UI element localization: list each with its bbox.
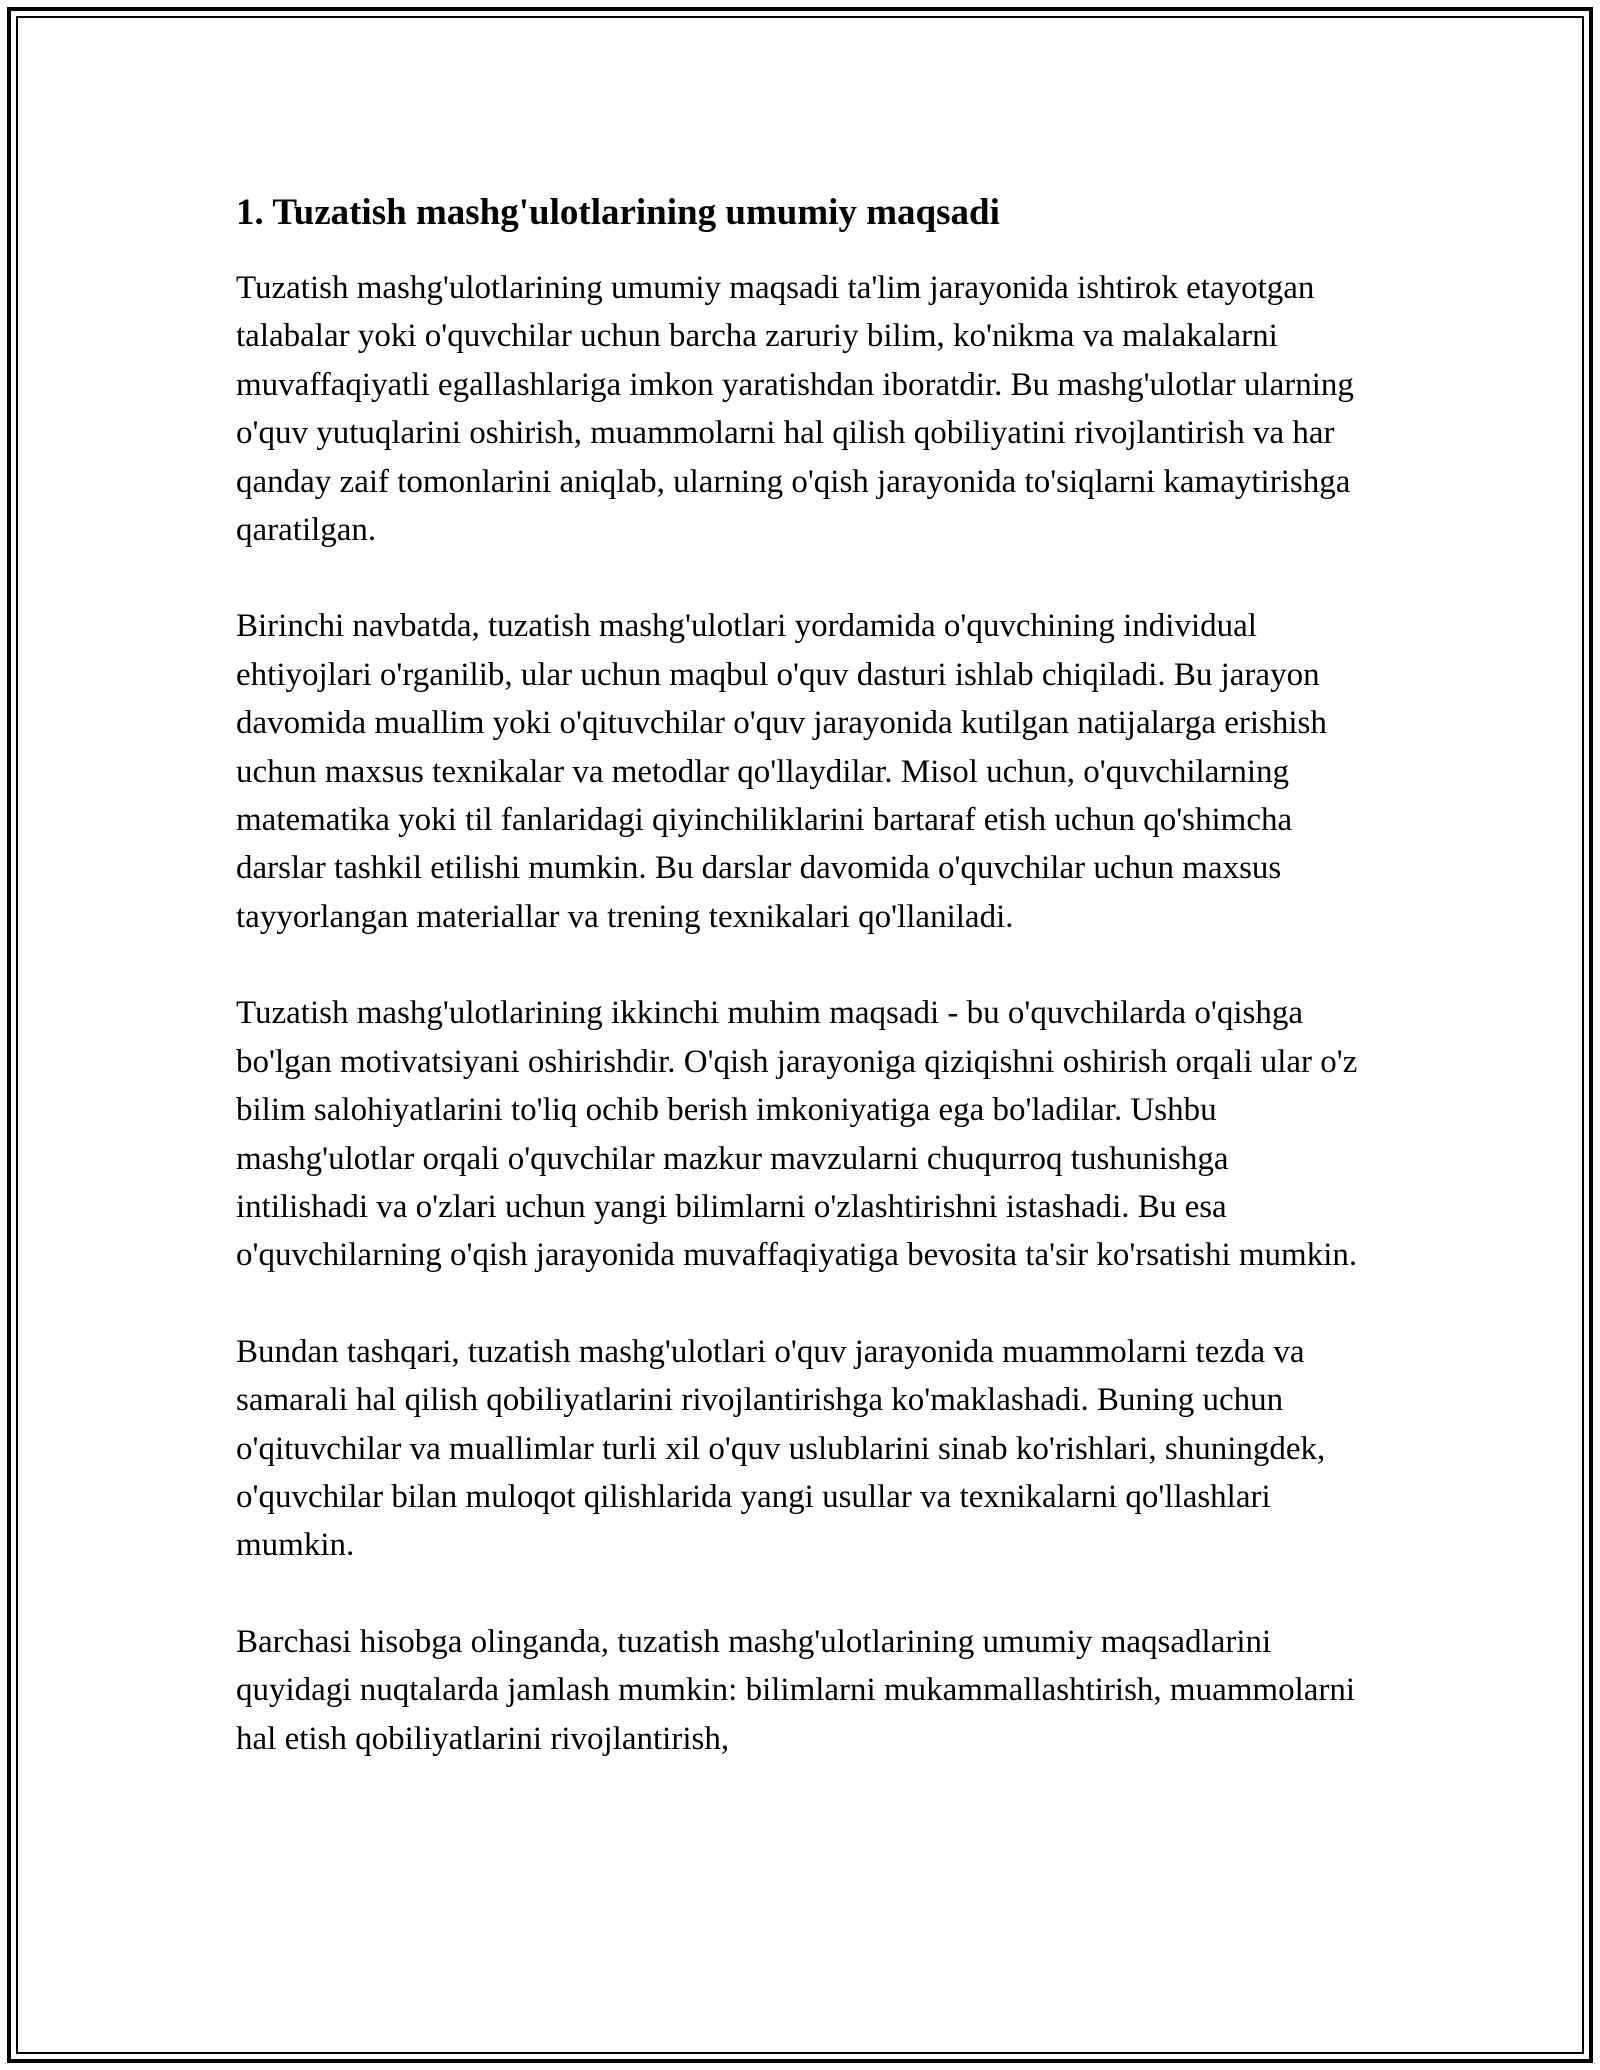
paragraph-3: Tuzatish mashg'ulotlarining ikkinchi muhim maqsadi - bu o'quvchilarda o'qishga bo'lgan motivatsiyani oshirishdir. O'qish jarayoniga qiziqishni oshirish orqali ular o'z bilim salohiyatlarini to'liq ochib berish imkoniyatiga ega bo'ladilar. Ushbu mashg'ulotlar orqali o'quvchilar mazkur mavzularni chuqurroq tushunishga intilishadi va o'zlari uchun yangi bilimlarni o'zlashtirishni istashadi. Bu esa o'quvchilarning o'qish jarayonida muvaffaqiyatiga bevosita ta'sir ko'rsatishi mumkin.	[236, 995, 1358, 1274]
paragraph-4: Bundan tashqari, tuzatish mashg'ulotlari o'quv jarayonida muammolarni tezda va samarali hal qilish qobiliyatlarini rivojlantirishga ko'maklashadi. Buning uchun o'qituvchilar va muallimlar turli xil o'quv uslublarini sinab ko'rishlari, shuningdek, o'quvchilar bilan muloqot qilishlarida yangi usullar va texnikalarni qo'llashlari mumkin.	[236, 1333, 1326, 1564]
paragraph-5: Barchasi hisobga olinganda, tuzatish mashg'ulotlarining umumiy maqsadlarini quyidagi nuqtalarda jamlash mumkin: bilimlarni mukammallashtirish, muammolarni hal etish qobiliyatlarini rivojlantirish,	[236, 1623, 1356, 1757]
document-body	[236, 188, 1366, 1811]
section-heading: 1. Tuzatish mashg'ulotlarining umumiy maqsadi	[236, 192, 1000, 233]
paragraph-1: Tuzatish mashg'ulotlarining umumiy maqsadi ta'lim jarayonida ishtirok etayotgan talabalar yoki o'quvchilar uchun barcha zaruriy bilim, ko'nikma va malakalarni muvaffaqiyatli egallashlariga imkon yaratishdan iboratdir. Bu mashg'ulotlar ularning o'quv yutuqlarini oshirish, muammolarni hal qilish qobiliyatini rivojlantirish va har qanday zaif tomonlarini aniqlab, ularning o'qish jarayonida to'siqlarni kamaytirishga qaratilgan.	[236, 270, 1354, 549]
paragraph-2: Birinchi navbatda, tuzatish mashg'ulotlari yordamida o'quvchining individual ehtiyojlari o'rganilib, ular uchun maqbul o'quv dasturi ishlab chiqiladi. Bu jarayon davomida muallim yoki o'qituvchilar o'quv jarayonida kutilgan natijalarga erishish uchun maxsus texnikalar va metodlar qo'llaydilar. Misol uchun, o'quvchilarning matematika yoki til fanlaridagi qiyinchiliklarini bartaraf etish uchun qo'shimcha darslar tashkil etilishi mumkin. Bu darslar davomida o'quvchilar uchun maxsus tayyorlangan materiallar va trening texnikalari qo'llaniladi.	[236, 608, 1327, 935]
